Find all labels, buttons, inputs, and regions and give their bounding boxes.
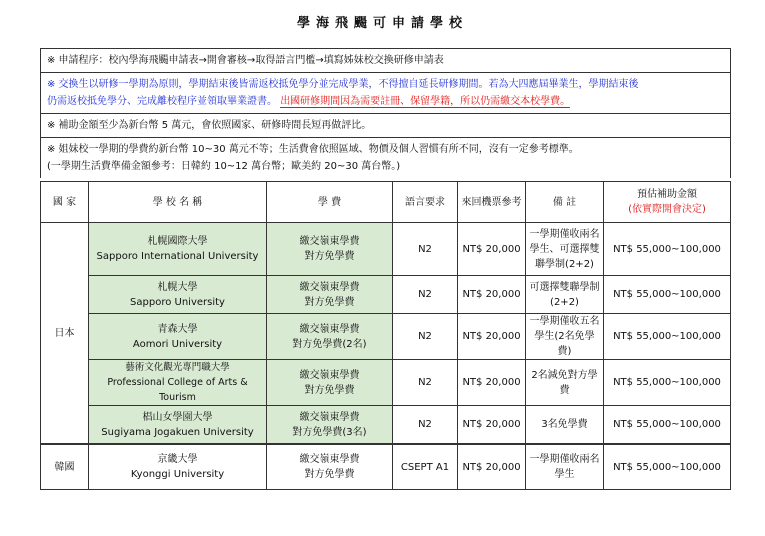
remark-cell: 3名免學費 xyxy=(526,406,604,445)
tuition-cell xyxy=(267,406,393,445)
table-header-row xyxy=(41,182,731,223)
tuition-cell xyxy=(267,360,393,406)
airfare-cell: NT$ 20,000 xyxy=(458,360,526,406)
remark-cell: 可選擇雙聯學制(2+2) xyxy=(526,276,604,314)
subsidy-cell: NT$ 55,000~100,000 xyxy=(604,276,731,314)
header-subsidy-note: (依實際開會決定) xyxy=(628,204,706,215)
school-name-en: Sapporo International University xyxy=(96,251,259,262)
tuition-cell xyxy=(267,276,393,314)
note-tuition xyxy=(41,138,730,178)
remark-cell: 2名減免對方學費 xyxy=(526,360,604,406)
school-name-cell xyxy=(89,276,267,314)
tuition-cell xyxy=(267,314,393,360)
school-name-zh: 椙山女學園大學 xyxy=(142,411,213,423)
school-name-en: Professional College of Arts & Tourism xyxy=(107,377,248,403)
tuition-line2: 對方免學費 xyxy=(304,469,355,480)
header-remark: 備 註 xyxy=(526,182,604,223)
school-name-zh: 札幌國際大學 xyxy=(147,236,208,247)
table-row xyxy=(41,444,731,490)
school-name-cell xyxy=(89,360,267,406)
header-subsidy-label: 預估補助金額 xyxy=(637,189,697,200)
tuition-line1: 繳交嶺東學費 xyxy=(299,323,360,335)
airfare-cell: NT$ 20,000 xyxy=(458,314,526,360)
subsidy-cell: NT$ 55,000~100,000 xyxy=(604,314,731,360)
header-language: 語言要求 xyxy=(393,182,458,223)
table-row xyxy=(41,276,731,314)
notes-box xyxy=(40,48,731,178)
tuition-line2: 對方免學費 xyxy=(304,296,355,308)
header-subsidy xyxy=(604,182,731,223)
table-row xyxy=(41,406,731,445)
tuition-line2: 對方免學費(3名) xyxy=(292,426,367,438)
remark-cell: 一學期僅收兩名學生 xyxy=(526,444,604,490)
table-row xyxy=(41,314,731,360)
tuition-text-line1: ※ 姐妹校一學期的學費約新台幣 10~30 萬元不等；生活費會依照區域、物價及個人習慣有所不同，沒有一定參考標準。 xyxy=(47,144,579,155)
tuition-line1: 繳交嶺東學費 xyxy=(299,281,360,293)
country-cell-japan: 日本 xyxy=(41,223,89,445)
header-school: 學 校 名 稱 xyxy=(89,182,267,223)
school-name-zh: 藝術文化觀光專門職大學 xyxy=(125,362,230,373)
page-title: 學海飛颺可申請學校 xyxy=(296,16,468,31)
subsidy-cell: NT$ 55,000~100,000 xyxy=(604,444,731,490)
subsidy-text: ※ 補助金額至少為新台幣 5 萬元，會依照國家、研修時間長短再做評比。 xyxy=(47,120,372,131)
language-cell: N2 xyxy=(393,276,458,314)
tuition-line2: 對方免學費 xyxy=(304,251,355,262)
airfare-cell: NT$ 20,000 xyxy=(458,444,526,490)
school-name-en: Aomori University xyxy=(132,338,223,350)
tuition-text-line2: (一學期生活費準備金額參考：日韓約 10~12 萬台幣；歐美約 20~30 萬台幣。) xyxy=(47,161,401,172)
tuition-line1: 繳交嶺東學費 xyxy=(299,454,360,465)
table-row xyxy=(41,360,731,406)
language-cell: CSEPT A1 xyxy=(393,444,458,490)
language-cell: N2 xyxy=(393,223,458,276)
header-airfare: 來回機票參考 xyxy=(458,182,526,223)
language-cell: N2 xyxy=(393,360,458,406)
table-row xyxy=(41,223,731,276)
school-name-en: Kyonggi University xyxy=(130,469,225,480)
school-name-en: Sapporo University xyxy=(130,296,225,308)
school-name-cell xyxy=(89,406,267,445)
note-procedure xyxy=(41,49,730,73)
school-name-zh: 京畿大學 xyxy=(157,454,198,465)
remark-cell: 一學期僅收兩名學生、可選擇雙聯學制(2+2) xyxy=(526,223,604,276)
exchange-text-line1: ※ 交換生以研修一學期為原則，學期結束後皆需返校抵免學分並完成學業，不得擅自延長研修期間。若為大四應屆畢業生，學期結束後 xyxy=(47,79,639,90)
tuition-line1: 繳交嶺東學費 xyxy=(299,411,360,423)
tuition-line1: 繳交嶺東學費 xyxy=(299,236,360,247)
note-subsidy xyxy=(41,114,730,138)
tuition-cell xyxy=(267,223,393,276)
tuition-cell xyxy=(267,444,393,490)
header-country: 國 家 xyxy=(41,182,89,223)
school-name-zh: 青森大學 xyxy=(157,323,198,335)
airfare-cell: NT$ 20,000 xyxy=(458,406,526,445)
header-tuition: 學 費 xyxy=(267,182,393,223)
airfare-cell: NT$ 20,000 xyxy=(458,276,526,314)
school-name-cell xyxy=(89,444,267,490)
tuition-line2: 對方免學費(2名) xyxy=(292,338,367,350)
tuition-line2: 對方免學費 xyxy=(304,384,355,396)
school-name-en: Sugiyama Jogakuen University xyxy=(101,426,254,438)
school-name-cell xyxy=(89,314,267,360)
exchange-text-line2: 仍需返校抵免學分、完成離校程序並領取畢業證書。 xyxy=(47,96,277,107)
procedure-text: ※ 申請程序：校內學海飛颺申請表→開會審核→取得語言門檻→填寫姊妹校交換研修申請表 xyxy=(47,55,444,66)
remark-cell: 一學期僅收五名學生(2名免學費) xyxy=(526,314,604,360)
country-cell-korea: 韓國 xyxy=(41,444,89,490)
airfare-cell: NT$ 20,000 xyxy=(458,223,526,276)
schools-table xyxy=(40,181,731,490)
language-cell: N2 xyxy=(393,314,458,360)
tuition-line1: 繳交嶺東學費 xyxy=(299,369,360,381)
language-cell: N2 xyxy=(393,406,458,445)
note-exchange xyxy=(41,73,730,114)
subsidy-cell: NT$ 55,000~100,000 xyxy=(604,223,731,276)
school-name-cell xyxy=(89,223,267,276)
subsidy-cell: NT$ 55,000~100,000 xyxy=(604,360,731,406)
school-name-zh: 札幌大學 xyxy=(157,281,198,293)
subsidy-cell: NT$ 55,000~100,000 xyxy=(604,406,731,445)
exchange-tuition-warning: 出國研修期間因為需要註冊、保留學籍，所以仍需繳交本校學費。 xyxy=(280,96,571,107)
